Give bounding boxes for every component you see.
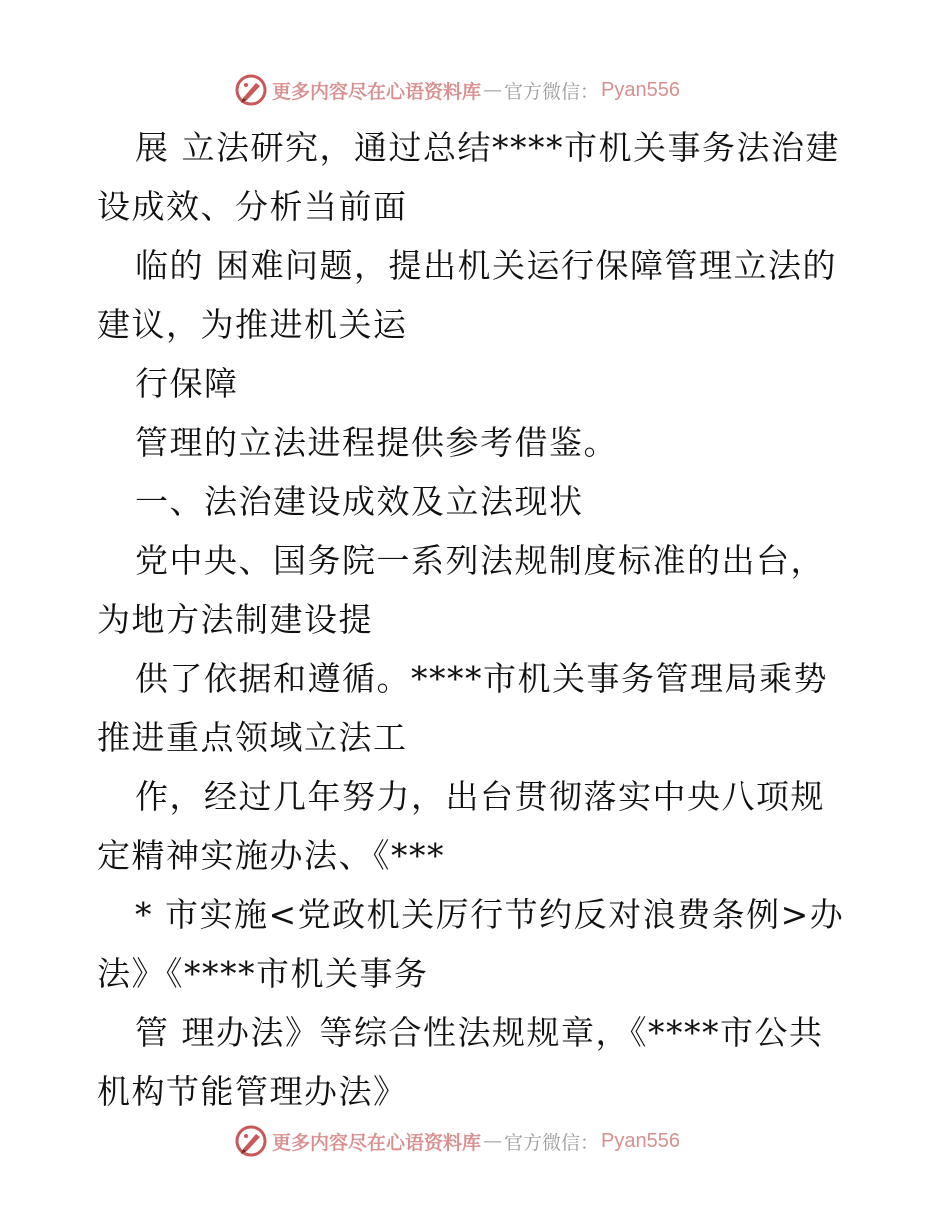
watermark-account-id: Pyan556 bbox=[601, 78, 680, 101]
document-body bbox=[97, 118, 857, 1121]
section-heading: 一、法治建设成效及立法现状 bbox=[135, 482, 584, 521]
paragraph: 行保障 bbox=[135, 364, 239, 403]
paragraph: 管 理办法》等综合性法规规章，《****市公共机构节能管理办法》 bbox=[97, 1013, 824, 1111]
paragraph: 供了依据和遵循。****市机关事务管理局乘势推进重点领域立法工 bbox=[97, 659, 828, 757]
watermark-account-id: Pyan556 bbox=[601, 1129, 680, 1152]
watermark-dash: — bbox=[483, 1130, 503, 1152]
paragraph: 管理的立法进程提供参考借鉴。 bbox=[135, 423, 618, 462]
paragraph: 党中央、国务院一系列法规制度标准的出台，为地方法制建设提 bbox=[97, 541, 825, 639]
paragraph: 临的 困难问题，提出机关运行保障管理立法的建议，为推进机关运 bbox=[97, 246, 837, 344]
pen-logo-icon bbox=[234, 1124, 268, 1158]
footer-watermark bbox=[234, 1123, 680, 1159]
header-watermark bbox=[234, 72, 680, 108]
paragraph: 作，经过几年努力，出台贯彻落实中央八项规定精神实施办法、《*** bbox=[97, 777, 825, 875]
watermark-official-label: 官方微信： bbox=[504, 80, 600, 103]
watermark-dash: — bbox=[483, 79, 503, 101]
pen-logo-icon bbox=[234, 73, 268, 107]
watermark-main-text: 更多内容尽在心语资料库 bbox=[272, 1131, 482, 1154]
watermark-official-label: 官方微信： bbox=[504, 1131, 600, 1154]
paragraph: 展 立法研究，通过总结****市机关事务法治建设成效、分析当前面 bbox=[97, 128, 840, 226]
paragraph: * 市实施<党政机关厉行节约反对浪费条例>办法》《****市机关事务 bbox=[97, 895, 845, 993]
watermark-main-text: 更多内容尽在心语资料库 bbox=[272, 80, 482, 103]
